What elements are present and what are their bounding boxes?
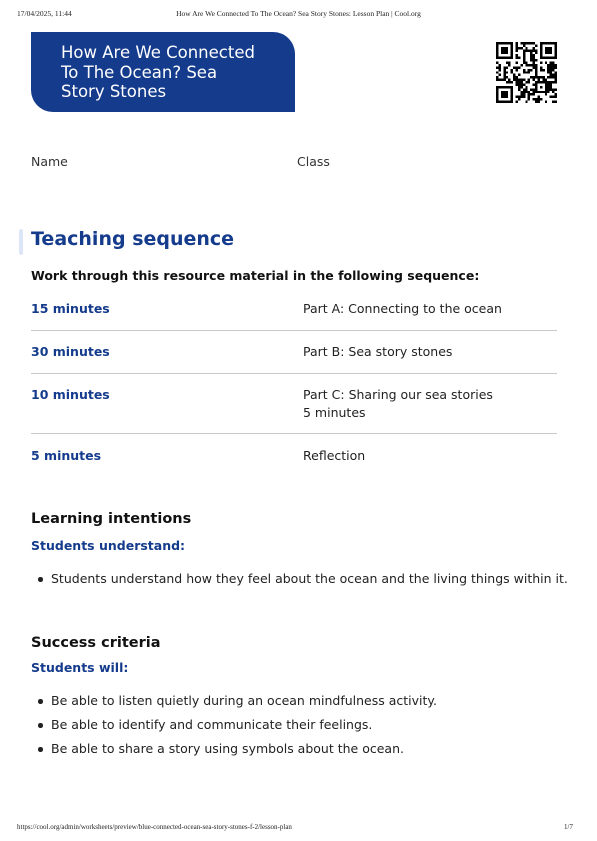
teaching-sequence-heading: Teaching sequence [31,228,235,250]
page-number: 1/7 [564,823,573,831]
sequence-description: Part B: Sea story stones [303,344,453,359]
sequence-duration: 30 minutes [31,344,110,359]
print-page-title: How Are We Connected To The Ocean? Sea Story Stones: Lesson Plan | Cool.org [176,9,421,18]
page-title-line-3: Story Stones [61,82,167,101]
sequence-row [31,434,557,479]
name-label: Name [31,154,68,169]
page-title [61,43,277,102]
list-item-text: Be able to share a story using symbols about the ocean. [51,741,404,756]
page-title-line-2: To The Ocean? Sea [61,62,218,82]
sequence-duration: 10 minutes [31,387,110,402]
sequence-duration: 15 minutes [31,301,110,316]
list-item-text: Students understand how they feel about the ocean and the living things within it. [51,571,568,586]
sequence-description: Reflection [303,448,366,463]
bullet-icon [38,577,43,582]
list-item [38,570,568,594]
title-banner [31,32,295,112]
learning-intentions-list [38,570,568,594]
qr-code-icon [496,42,557,103]
list-item [38,740,437,764]
learning-intentions-heading: Learning intentions [31,511,192,527]
list-item-text: Be able to identify and communicate their feelings. [51,717,373,732]
list-item [38,716,437,740]
success-criteria-subheading: Students will: [31,660,129,675]
list-item-text: Be able to listen quietly during an ocean mindfulness activity. [51,693,438,708]
learning-intentions-subheading: Students understand: [31,538,186,553]
bullet-icon [38,723,43,728]
success-criteria-heading: Success criteria [31,635,161,651]
sequence-table [31,290,557,479]
page-title-line-1: How Are We Connected [61,43,255,62]
teaching-sequence-intro: Work through this resource material in the following sequence: [31,268,480,283]
bullet-icon [38,747,43,752]
bullet-icon [38,699,43,704]
section-marker [19,229,23,255]
sequence-row [31,331,557,374]
list-item [38,692,437,716]
print-url: https://cool.org/admin/worksheets/preview/blue-connected-ocean-sea-story-stones-f-2/lesson-plan [17,823,292,831]
sequence-description-line: 5 minutes [303,405,366,420]
sequence-row [31,290,557,331]
print-header [0,9,597,21]
sequence-description [303,386,493,422]
class-label: Class [297,154,330,169]
sequence-duration: 5 minutes [31,448,102,463]
print-footer [0,823,597,835]
success-criteria-list [38,692,437,764]
sequence-description: Part A: Connecting to the ocean [303,301,502,316]
sequence-row [31,374,557,434]
sequence-description-line: Part C: Sharing our sea stories [303,387,493,402]
print-datetime: 17/04/2025, 11:44 [17,9,72,18]
